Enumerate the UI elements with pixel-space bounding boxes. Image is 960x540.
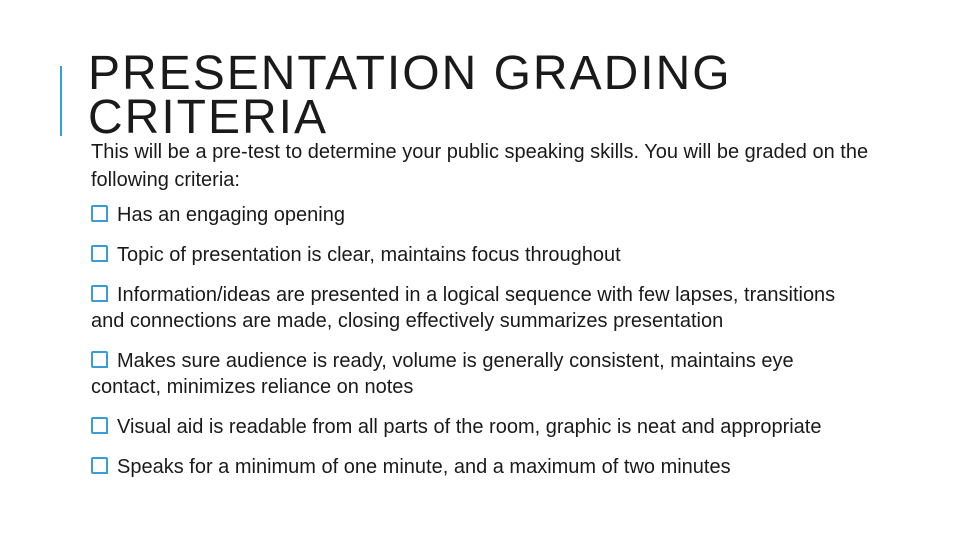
criteria-item <box>81 414 861 440</box>
criteria-item <box>81 348 861 400</box>
criteria-item-text: Makes sure audience is ready, volume is generally consistent, maintains eye contact, minimizes reliance on notes <box>91 350 794 398</box>
criteria-item <box>81 202 861 228</box>
checkbox-square-icon <box>91 457 108 474</box>
criteria-item-text: Has an engaging opening <box>117 204 345 226</box>
criteria-item-text: Visual aid is readable from all parts of the room, graphic is neat and appropriate <box>117 416 822 438</box>
criteria-item-text: Topic of presentation is clear, maintains focus throughout <box>117 244 621 266</box>
slide-title: PRESENTATION GRADING CRITERIA <box>88 47 732 144</box>
checkbox-square-icon <box>91 351 108 368</box>
checkbox-square-icon <box>91 245 108 262</box>
title-accent-bar <box>60 66 62 136</box>
criteria-item <box>81 242 861 268</box>
checkbox-square-icon <box>91 205 108 222</box>
criteria-list <box>81 202 861 480</box>
criteria-item <box>81 282 861 334</box>
checkbox-square-icon <box>91 285 108 302</box>
criteria-item-text: Information/ideas are presented in a logical sequence with few lapses, transitions and connections are made, closing effectively summarizes presentation <box>91 284 836 332</box>
intro-text: This will be a pre-test to determine your public speaking skills. You will be graded on the following criteria: <box>91 141 869 191</box>
criteria-item-text: Speaks for a minimum of one minute, and a maximum of two minutes <box>117 456 731 478</box>
criteria-item <box>81 454 861 480</box>
checkbox-square-icon <box>91 417 108 434</box>
